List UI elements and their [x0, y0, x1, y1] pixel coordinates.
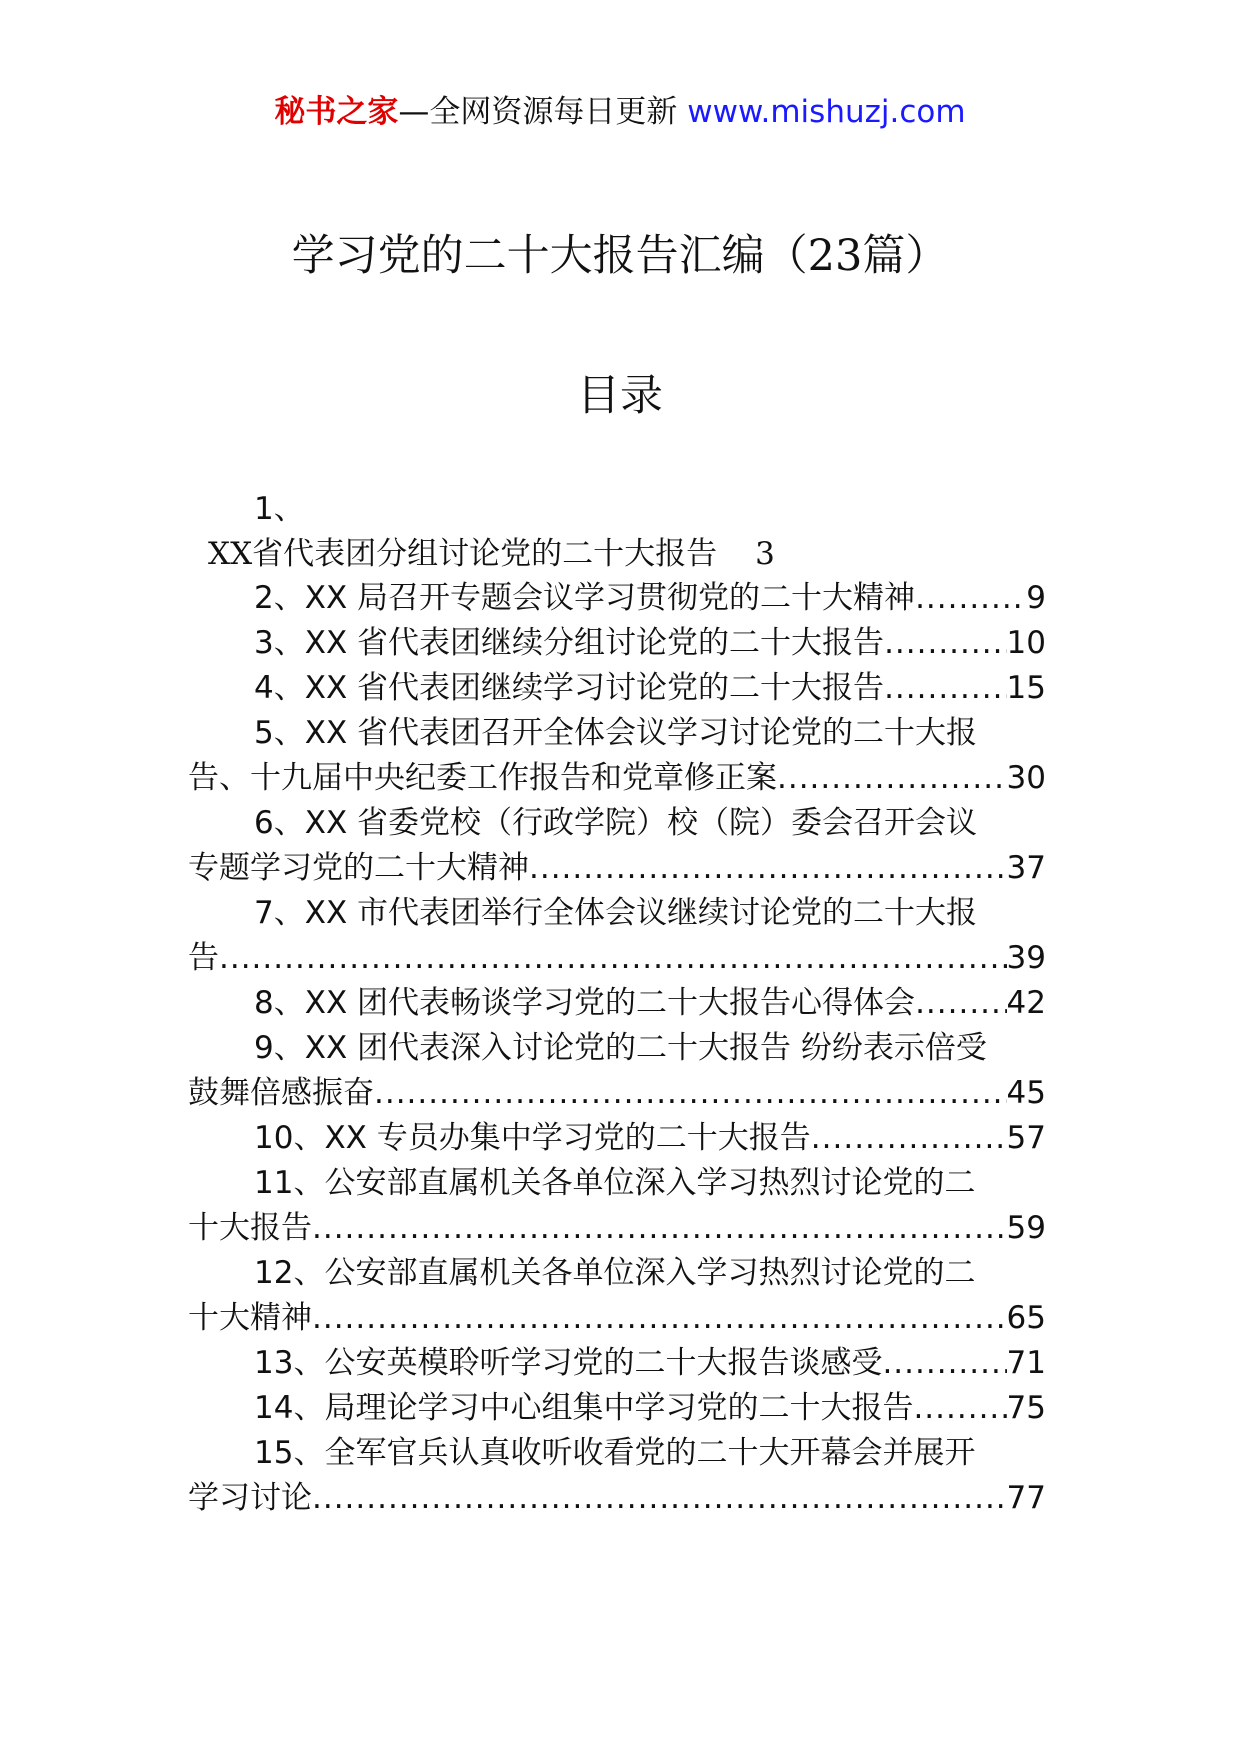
toc-dot-leader [884, 621, 1006, 666]
toc-entry[interactable] [188, 1341, 1046, 1386]
toc-entry-title: 11、公安部直属机关各单位深入学习热烈讨论党的二 [254, 1165, 976, 1201]
toc-dot-leader [374, 1071, 1007, 1116]
banner-tagline: —全网资源每日更新 [398, 94, 688, 130]
toc-entry-page: 65 [1006, 1300, 1046, 1336]
toc-heading: 目录 [577, 371, 663, 421]
toc-entry[interactable] [188, 1251, 1046, 1341]
toc-entry-page: 45 [1006, 1075, 1046, 1111]
toc-entry-page: 77 [1006, 1480, 1046, 1516]
toc-entry-page: 10 [1006, 625, 1046, 661]
toc-entry-title: 2、XX 局召开专题会议学习贯彻党的二十大精神 [254, 580, 916, 616]
toc-entry[interactable] [188, 1116, 1046, 1161]
toc-dot-leader [913, 1386, 1006, 1431]
toc-entry-title: 省代表团分组讨论党的二十大报告 [252, 536, 718, 572]
title-suffix: 篇） [862, 231, 949, 281]
toc-entry-line [188, 711, 1046, 756]
toc-entry-title: 6、XX 省委党校（行政学院）校（院）委会召开会议 [254, 805, 978, 841]
toc-entry-title: 专题学习党的二十大精神 [188, 850, 529, 886]
toc-entry[interactable] [188, 891, 1046, 981]
toc-dot-leader [884, 666, 1006, 711]
toc-entry[interactable] [188, 1386, 1046, 1431]
toc-entry-line [188, 1116, 1046, 1161]
toc-entry[interactable] [188, 1026, 1046, 1116]
toc-entry-title: 10、XX 专员办集中学习党的二十大报告 [254, 1120, 811, 1156]
toc-dot-leader [882, 1341, 1006, 1386]
toc-dot-leader [915, 576, 1026, 621]
toc-entry-title: 5、XX 省代表团召开全体会议学习讨论党的二十大报 [254, 715, 978, 751]
toc-entry-page: 42 [1006, 985, 1046, 1021]
toc-dot-leader [312, 1206, 1007, 1251]
toc-entry[interactable] [188, 666, 1046, 711]
toc-entry-line [188, 981, 1046, 1026]
title-count: 23 [807, 231, 863, 281]
toc-dot-leader [811, 1116, 1007, 1161]
toc-entry-title: 15、全军官兵认真收听收看党的二十大开幕会并展开 [254, 1435, 976, 1471]
toc-entry[interactable] [188, 1161, 1046, 1251]
toc-entry[interactable] [188, 1431, 1046, 1521]
toc-entry-page: 37 [1006, 850, 1046, 886]
toc-entry-line [188, 1251, 1046, 1296]
toc-entry-line [188, 1476, 1046, 1521]
toc-entry-line [188, 1026, 1046, 1071]
toc-entry-title: 十大报告 [188, 1210, 312, 1246]
toc-entry-line [188, 1341, 1046, 1386]
toc-entry-title: 学习讨论 [188, 1480, 312, 1516]
toc-entry-line [188, 1386, 1046, 1431]
toc-entry-title: 9、XX 团代表深入讨论党的二十大报告 纷纷表示倍受 [254, 1030, 987, 1066]
toc-dot-leader [219, 936, 1007, 981]
toc-entry-title: 告 [188, 940, 219, 976]
toc-entry-number: 1、 [254, 491, 305, 527]
toc-entry-page: 39 [1006, 940, 1046, 976]
toc-entry-page: 59 [1006, 1210, 1046, 1246]
table-of-contents [188, 576, 1046, 1521]
toc-entry-line [188, 1206, 1046, 1251]
toc-entry-line [188, 621, 1046, 666]
toc-entry-title: 7、XX 市代表团举行全体会议继续讨论党的二十大报 [254, 895, 978, 931]
toc-entry-title: 十大精神 [188, 1300, 312, 1336]
toc-entry-title: 告、十九届中央纪委工作报告和党章修正案 [188, 760, 777, 796]
toc-entry-page: 30 [1006, 760, 1046, 796]
toc-entry-line [188, 666, 1046, 711]
toc-dot-leader [777, 756, 1007, 801]
toc-entry-line [188, 1161, 1046, 1206]
toc-entry-page: 71 [1006, 1345, 1046, 1381]
toc-entry-line [188, 1071, 1046, 1116]
toc-entry-page: 75 [1006, 1390, 1046, 1426]
header-banner [0, 92, 1240, 132]
toc-entry[interactable] [188, 576, 1046, 621]
toc-entry-prefix: XX [208, 536, 253, 572]
toc-entry[interactable] [188, 711, 1046, 801]
toc-dot-leader [529, 846, 1007, 891]
brand-name: 秘书之家 [274, 94, 399, 130]
toc-entry-title: 3、XX 省代表团继续分组讨论党的二十大报告 [254, 625, 885, 661]
toc-entry-line [188, 1296, 1046, 1341]
toc-entry-title: 鼓舞倍感振奋 [188, 1075, 374, 1111]
toc-entry-line [188, 936, 1046, 981]
toc-entry-title: 4、XX 省代表团继续学习讨论党的二十大报告 [254, 670, 885, 706]
toc-entry-line [188, 576, 1046, 621]
toc-entry-line [188, 891, 1046, 936]
toc-entry[interactable] [188, 621, 1046, 666]
toc-entry[interactable] [188, 801, 1046, 891]
toc-entry-page: 15 [1006, 670, 1046, 706]
document-title [0, 228, 1240, 284]
toc-entry-page: 3 [755, 536, 775, 572]
toc-dot-leader [312, 1476, 1007, 1521]
toc-entry-title: 12、公安部直属机关各单位深入学习热烈讨论党的二 [254, 1255, 976, 1291]
toc-entry-title: 14、局理论学习中心组集中学习党的二十大报告 [254, 1390, 914, 1426]
toc-entry-page: 57 [1006, 1120, 1046, 1156]
toc-dot-leader [312, 1296, 1007, 1341]
toc-entry-title: 13、公安英模聆听学习党的二十大报告谈感受 [254, 1345, 883, 1381]
toc-entry-line [188, 801, 1046, 846]
toc-entry-line [188, 756, 1046, 801]
site-url-link[interactable]: www.mishuzj.com [687, 94, 966, 130]
toc-entry-first[interactable] [188, 487, 1046, 577]
toc-entry[interactable] [188, 981, 1046, 1026]
toc-dot-leader [915, 981, 1006, 1026]
title-prefix: 学习党的二十大报告汇编（ [291, 231, 808, 281]
toc-entry-line [188, 1431, 1046, 1476]
toc-entry-title: 8、XX 团代表畅谈学习党的二十大报告心得体会 [254, 985, 916, 1021]
toc-entry-page: 9 [1026, 580, 1046, 616]
toc-entry-line [188, 846, 1046, 891]
